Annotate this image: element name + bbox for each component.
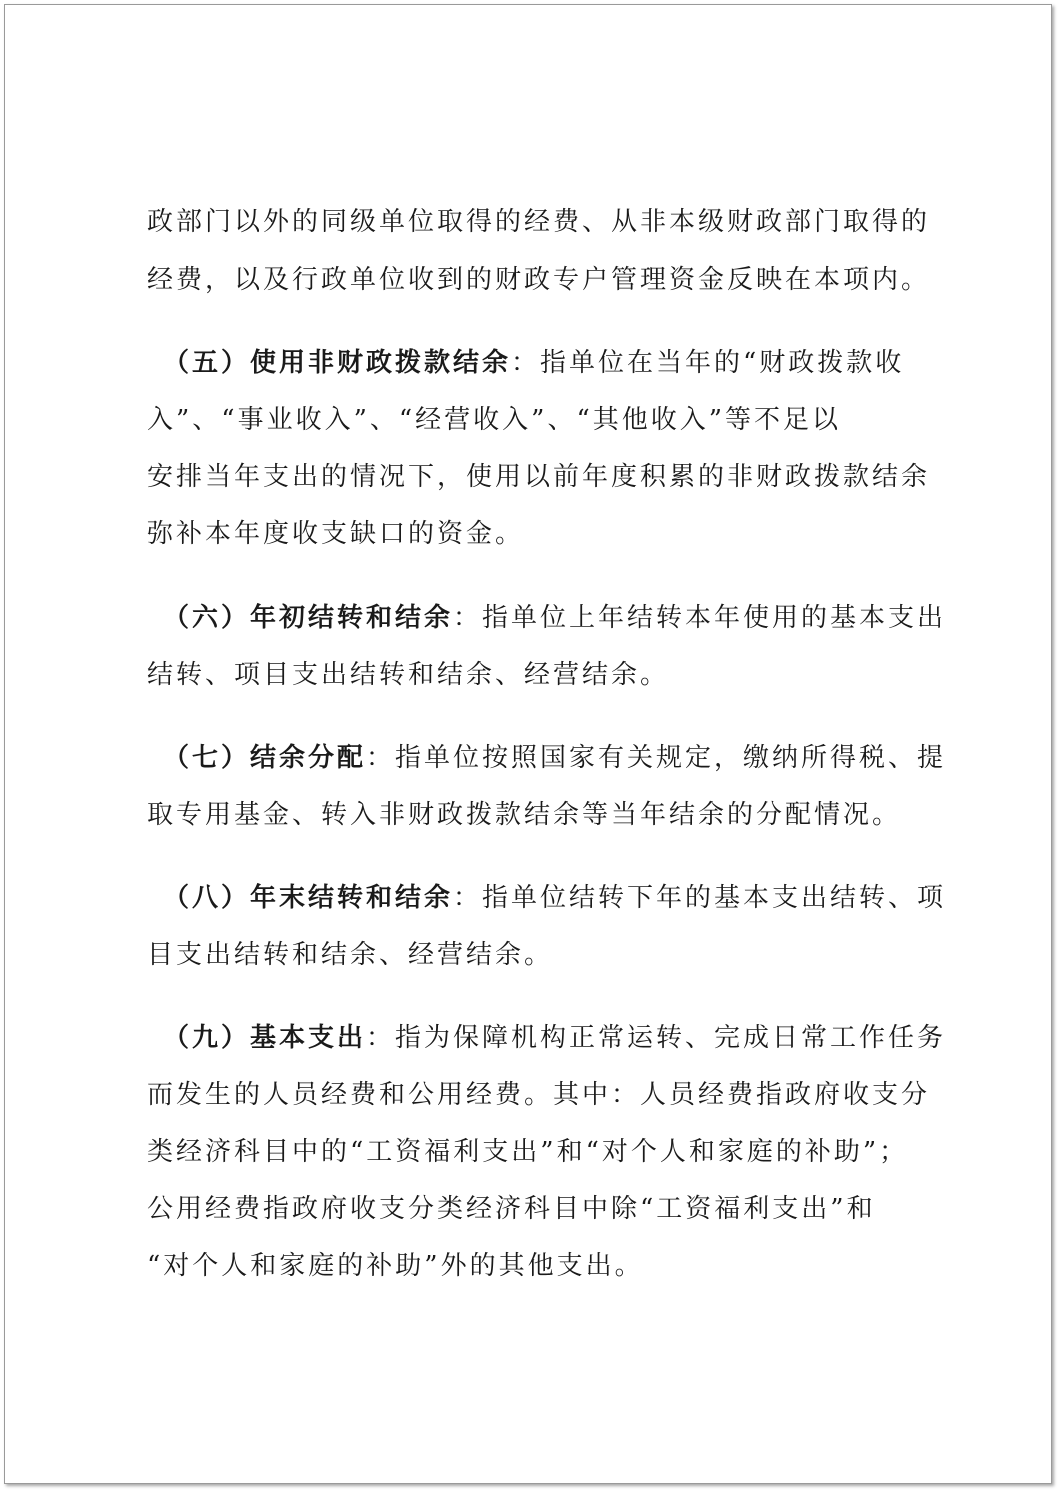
paragraph-8-heading: （八）年末结转和结余 xyxy=(163,883,454,913)
paragraph-8-line-2: 目支出结转和结余、经营结余。 xyxy=(147,940,554,970)
paragraph-9-line-5: “对个人和家庭的补助”外的其他支出。 xyxy=(147,1251,644,1281)
paragraph-5-line-1 xyxy=(163,346,904,380)
paragraph-7-line-1 xyxy=(163,741,946,775)
paragraph-7-line-1-text: ：指单位按照国家有关规定，缴纳所得税、提 xyxy=(366,743,947,773)
paragraph-8-line-1-text: ：指单位结转下年的基本支出结转、项 xyxy=(453,883,947,913)
paragraph-6-heading: （六）年初结转和结余 xyxy=(163,603,454,633)
paragraph-5-line-3: 安排当年支出的情况下，使用以前年度积累的非财政拨款结余 xyxy=(147,462,931,492)
paragraph-9-heading: （九）基本支出 xyxy=(163,1023,367,1053)
paragraph-9-line-1-text: ：指为保障机构正常运转、完成日常工作任务 xyxy=(366,1023,947,1053)
paragraph-4-line-2: 经费，以及行政单位收到的财政专户管理资金反映在本项内。 xyxy=(147,265,931,295)
paragraph-4-line-1: 政部门以外的同级单位取得的经费、从非本级财政部门取得的 xyxy=(147,207,931,237)
paragraph-9-line-2: 而发生的人员经费和公用经费。其中：人员经费指政府收支分 xyxy=(147,1080,931,1110)
paragraph-7-line-2: 取专用基金、转入非财政拨款结余等当年结余的分配情况。 xyxy=(147,800,902,830)
paragraph-7-heading: （七）结余分配 xyxy=(163,743,367,773)
paragraph-5-line-1-text: ：指单位在当年的“财政拨款收 xyxy=(511,348,905,378)
paragraph-6-line-2: 结转、项目支出结转和结余、经营结余。 xyxy=(147,660,670,690)
paragraph-6-line-1-text: ：指单位上年结转本年使用的基本支出 xyxy=(453,603,947,633)
paragraph-5-heading: （五）使用非财政拨款结余 xyxy=(163,348,512,378)
paragraph-5-line-4: 弥补本年度收支缺口的资金。 xyxy=(147,519,525,549)
paragraph-6-line-1 xyxy=(163,601,946,635)
paragraph-9-line-3: 类经济科目中的“工资福利支出”和“对个人和家庭的补助”； xyxy=(147,1137,909,1167)
paragraph-5-line-2: 入”、“事业收入”、“经营收入”、“其他收入”等不足以 xyxy=(147,405,842,435)
paragraph-9-line-1 xyxy=(163,1021,946,1055)
paragraph-9-line-4: 公用经费指政府收支分类经济科目中除“工资福利支出”和 xyxy=(147,1194,876,1224)
document-page xyxy=(4,4,1052,1484)
paragraph-8-line-1 xyxy=(163,881,946,915)
